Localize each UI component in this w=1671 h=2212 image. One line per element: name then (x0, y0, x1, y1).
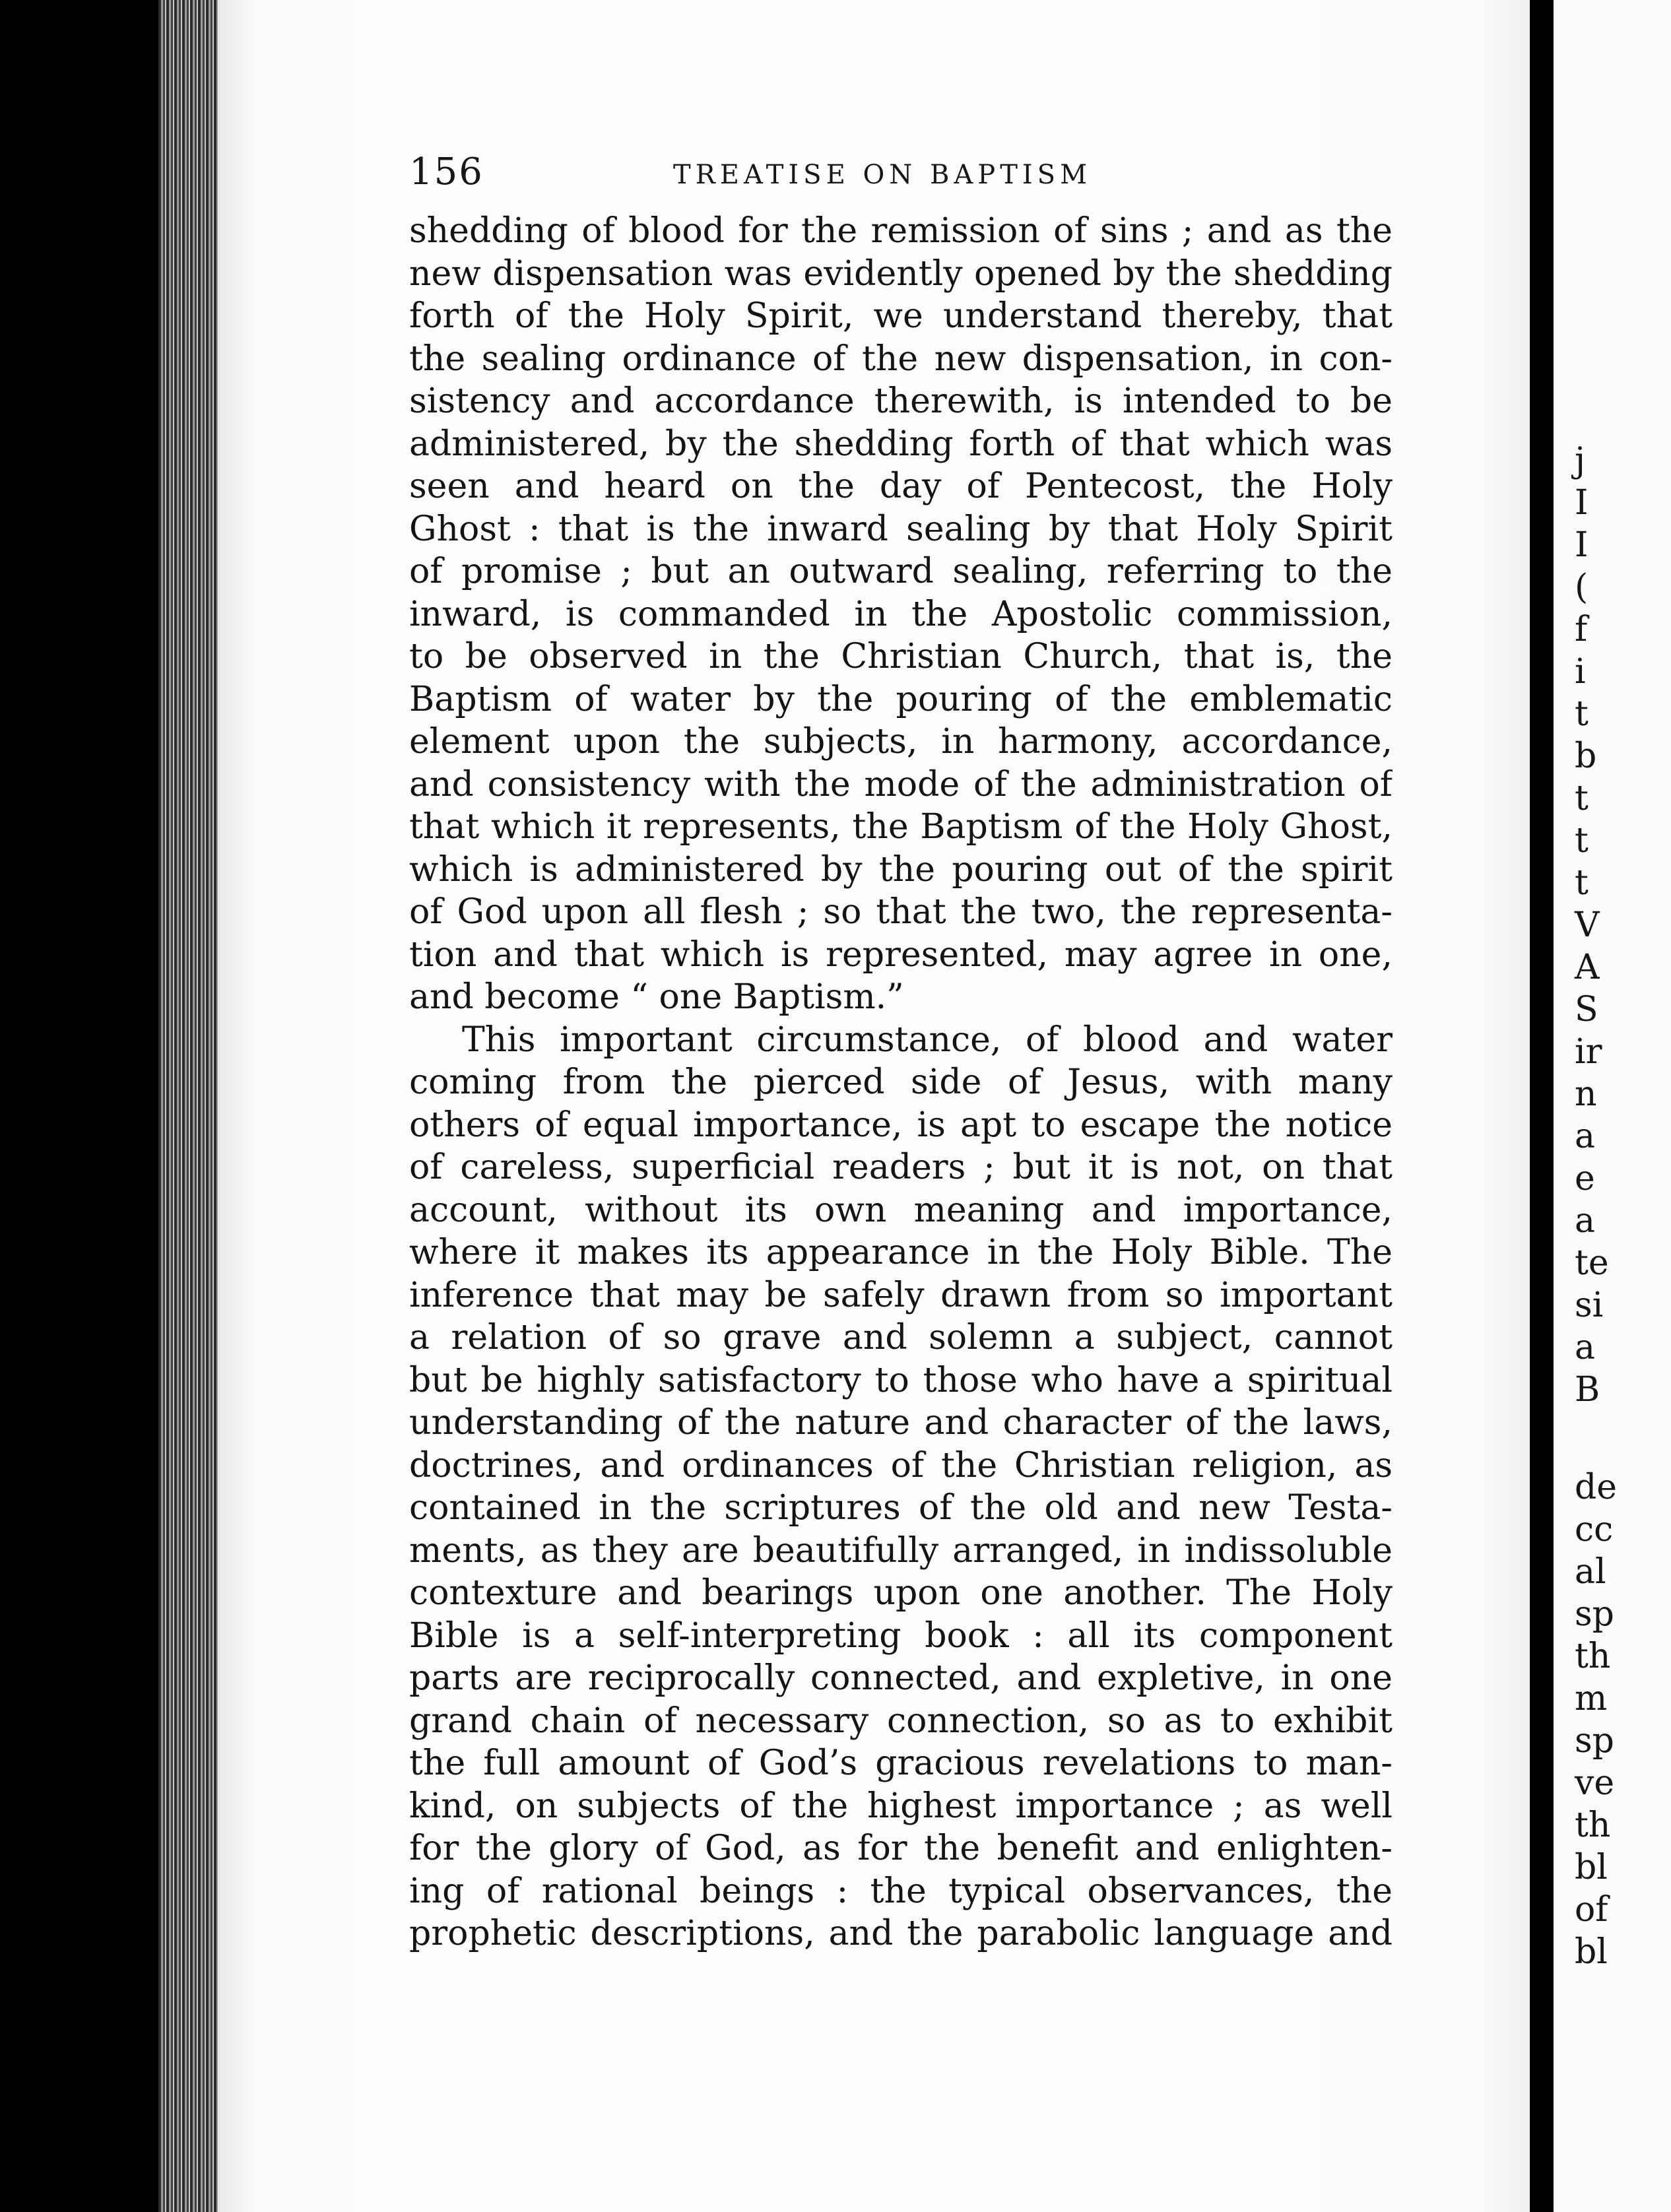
text-line: sistency and accordance therewith, is intended to be (409, 381, 1392, 421)
text-line: shedding of blood for the remission of sins ; and as the (409, 211, 1392, 251)
adjacent-page-fragment: I (1575, 483, 1589, 523)
text-line: seen and heard on the day of Pentecost, the Holy (409, 467, 1392, 506)
adjacent-page-fragment: th (1575, 1805, 1611, 1845)
adjacent-page-fragment: A (1575, 948, 1600, 987)
text-line: tion and that which is represented, may agree in one, (409, 934, 1392, 975)
text-line: inference that may be safely drawn from so important (409, 1275, 1392, 1315)
scan-border-left (0, 0, 158, 2212)
page-number: 156 (409, 150, 484, 193)
body-text (409, 210, 1392, 1992)
adjacent-page-fragment: si (1575, 1285, 1604, 1325)
adjacent-page-sliver (1554, 0, 1671, 2212)
adjacent-page-fragment: ve (1575, 1763, 1615, 1803)
adjacent-page-fragment: B (1575, 1370, 1600, 1410)
text-line: which is administered by the pouring out of the spirit (409, 849, 1392, 890)
text-line: ing of rational beings : the typical observances, the (409, 1871, 1392, 1911)
text-line: coming from the pierced side of Jesus, with many (409, 1062, 1392, 1102)
text-line: parts are reciprocally connected, and expletive, in one (409, 1658, 1392, 1698)
adjacent-page-fragment: a (1575, 1201, 1596, 1241)
text-line: doctrines, and ordinances of the Christian religion, as (409, 1445, 1392, 1485)
adjacent-page-fragment: ( (1575, 568, 1589, 607)
adjacent-page-fragment: cc (1575, 1510, 1614, 1549)
adjacent-page-fragment: ir (1575, 1032, 1602, 1072)
text-line: contained in the scriptures of the old and new Testa- (409, 1488, 1392, 1528)
text-line: element upon the subjects, in harmony, accordance, (409, 722, 1392, 762)
text-line: that which it represents, the Baptism of the Holy Ghost, (409, 807, 1392, 847)
adjacent-page-fragment: m (1575, 1679, 1608, 1718)
adjacent-page-fragment: te (1575, 1243, 1609, 1283)
adjacent-page-fragment: sp (1575, 1721, 1614, 1761)
page-gutter (1530, 0, 1555, 2212)
text-line: prophetic descriptions, and the parabolic language and (409, 1914, 1392, 1953)
text-line: account, without its own meaning and importance, (409, 1190, 1392, 1230)
text-line: administered, by the shedding forth of that which was (409, 424, 1392, 464)
text-line: new dispensation was evidently opened by the shedding (409, 253, 1392, 294)
text-line: a relation of so grave and solemn a subject, cannot (409, 1318, 1392, 1357)
running-title: TREATISE ON BAPTISM (673, 160, 1092, 190)
text-line: kind, on subjects of the highest importance ; as well (409, 1786, 1392, 1826)
adjacent-page-fragment: a (1575, 1117, 1596, 1156)
adjacent-page-fragment: b (1575, 736, 1597, 776)
text-line: where it makes its appearance in the Holy Bible. The (409, 1233, 1392, 1272)
text-line: and consistency with the mode of the administration of (409, 764, 1392, 804)
text-line: to be observed in the Christian Church, that is, the (409, 637, 1392, 676)
text-line: the sealing ordinance of the new dispensation, in con- (409, 339, 1392, 379)
adjacent-page-fragment: a (1575, 1328, 1596, 1367)
adjacent-page-fragment: th (1575, 1637, 1611, 1676)
adjacent-page-fragment: i (1575, 652, 1586, 692)
adjacent-page-fragment: bl (1575, 1848, 1608, 1887)
text-line: of promise ; but an outward sealing, referring to the (409, 552, 1392, 591)
text-line: for the glory of God, as for the benefit and enlighten- (409, 1829, 1392, 1868)
text-line: Bible is a self-interpreting book : all its component (409, 1615, 1392, 1656)
running-head (409, 150, 1386, 198)
adjacent-page-fragment: t (1575, 821, 1589, 861)
text-line: of God upon all flesh ; so that the two, the representa- (409, 892, 1392, 932)
text-line: others of equal importance, is apt to escape the notice (409, 1105, 1392, 1145)
text-line: grand chain of necessary connection, so as to exhibit (409, 1701, 1392, 1741)
adjacent-page-fragment: t (1575, 694, 1589, 734)
text-line: of careless, superficial readers ; but it is not, on that (409, 1148, 1392, 1187)
adjacent-page-fragment: S (1575, 990, 1598, 1029)
text-line: but be highly satisfactory to those who have a spiritual (409, 1360, 1392, 1400)
adjacent-page-fragment: bl (1575, 1932, 1608, 1972)
text-line: Ghost : that is the inward sealing by that Holy Spirit (409, 509, 1392, 549)
adjacent-page-fragment: f (1575, 610, 1588, 649)
adjacent-page-fragment: de (1575, 1468, 1618, 1507)
adjacent-page-fragment: j (1575, 441, 1586, 480)
adjacent-page-fragment: sp (1575, 1594, 1614, 1634)
adjacent-page-fragment: n (1575, 1074, 1597, 1114)
text-line: contexture and bearings upon one another. The Holy (409, 1573, 1392, 1613)
text-line: ments, as they are beautifully arranged, in indissoluble (409, 1530, 1392, 1571)
text-line: This important circumstance, of blood and water (462, 1020, 1392, 1060)
text-line: inward, is commanded in the Apostolic commission, (409, 594, 1392, 634)
adjacent-page-fragment: I (1575, 525, 1589, 565)
text-line: Baptism of water by the pouring of the emblematic (409, 679, 1392, 719)
adjacent-page-fragment: t (1575, 863, 1589, 903)
text-line: understanding of the nature and character of the laws, (409, 1403, 1392, 1443)
adjacent-page-fragment: e (1575, 1159, 1595, 1198)
adjacent-page-fragment: V (1575, 905, 1600, 945)
adjacent-page-fragment: al (1575, 1552, 1606, 1592)
adjacent-page-fragment: of (1575, 1890, 1608, 1930)
text-line: and become “ one Baptism.” (409, 977, 904, 1017)
text-line: the full amount of God’s gracious revelations to man- (409, 1743, 1392, 1783)
adjacent-page-fragment: t (1575, 779, 1589, 818)
text-line: forth of the Holy Spirit, we understand thereby, that (409, 296, 1392, 336)
